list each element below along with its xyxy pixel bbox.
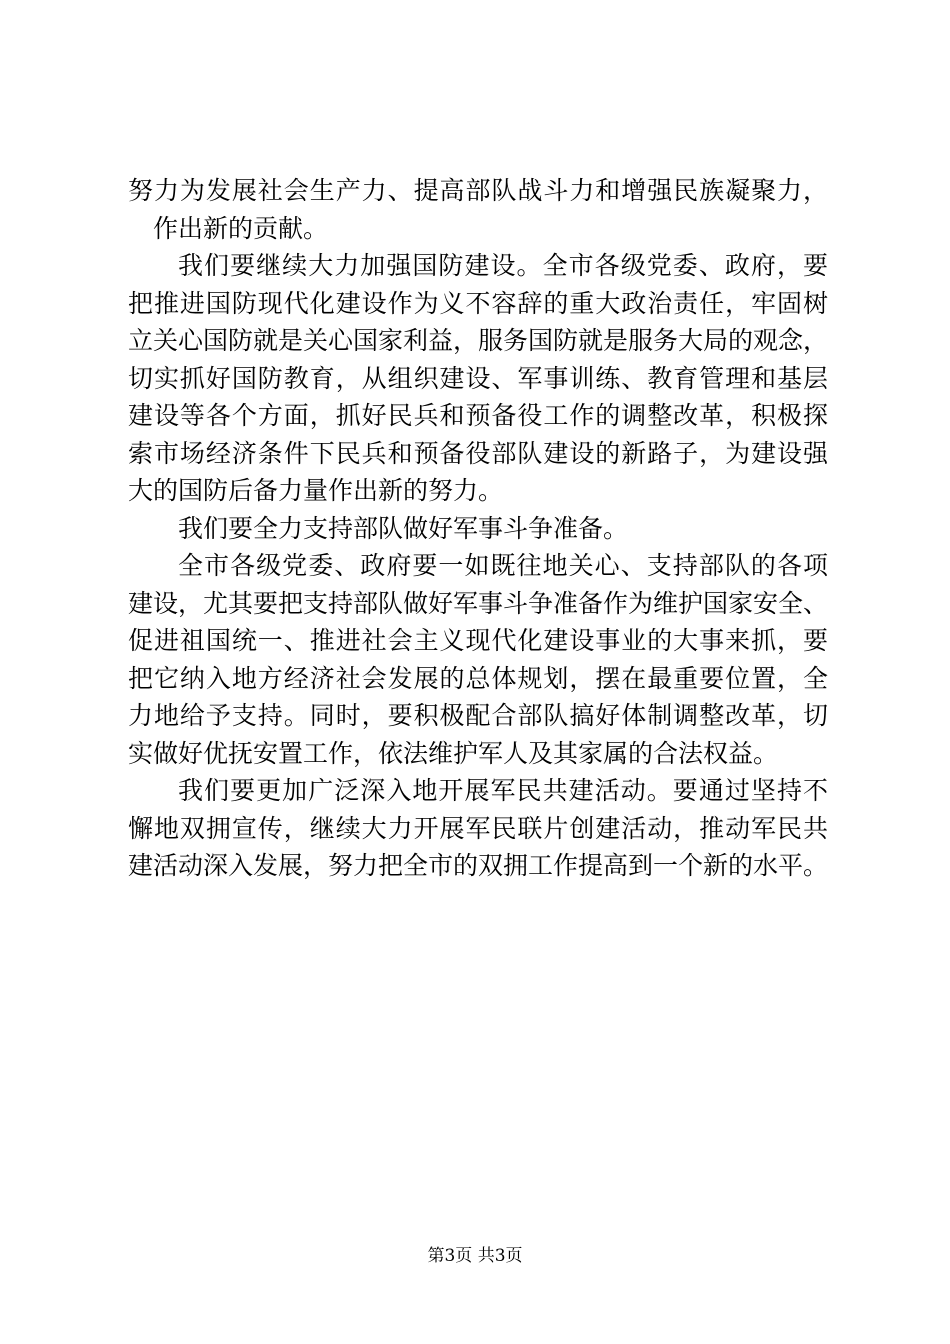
text-line: 把它纳入地方经济社会发展的总体规划，摆在最重要位置，全 — [128, 663, 828, 693]
text-line: 建活动深入发展，努力把全市的双拥工作提高到一个新的水平。 — [128, 851, 829, 880]
text-line: 懈地双拥宣传，继续大力开展军民联片创建活动，推动军民共 — [128, 813, 828, 843]
text-line: 建设等各个方面，抓好民兵和预备役工作的调整改革，积极探 — [128, 401, 828, 430]
text-line: 立关心国防就是关心国家利益，服务国防就是服务大局的观念， — [128, 326, 829, 355]
page-footer — [0, 1244, 950, 1268]
text-line: 我们要全力支持部队做好军事斗争准备。 — [178, 513, 629, 543]
text-line: 把推进国防现代化建设作为义不容辞的重大政治责任，牢固树 — [128, 288, 828, 318]
document-body — [128, 172, 828, 885]
text-line: 力地给予支持。同时，要积极配合部队搞好体制调整改革，切 — [128, 701, 828, 730]
text-line: 大的国防后备力量作出新的努力。 — [128, 476, 504, 505]
text-line: 实做好优抚安置工作，依法维护军人及其家属的合法权益。 — [128, 738, 779, 768]
text-line: 我们要继续大力加强国防建设。全市各级党委、政府，要 — [178, 251, 828, 280]
text-line: 索市场经济条件下民兵和预备役部队建设的新路子，为建设强 — [128, 438, 828, 468]
text-line: 切实抓好国防教育，从组织建设、军事训练、教育管理和基层 — [128, 363, 828, 393]
text-line: 促进祖国统一、推进社会主义现代化建设事业的大事来抓，要 — [128, 626, 828, 655]
page-number: 第3页 共3页 — [427, 1246, 523, 1266]
text-line: 我们要更加广泛深入地开展军民共建活动。要通过坚持不 — [178, 776, 828, 805]
text-line: 建设，尤其要把支持部队做好军事斗争准备作为维护国家安全、 — [128, 588, 829, 618]
text-line: 努力为发展社会生产力、提高部队战斗力和增强民族凝聚力， — [128, 176, 828, 205]
text-line: 全市各级党委、政府要一如既往地关心、支持部队的各项 — [178, 551, 828, 580]
text-line: 作出新的贡献。 — [153, 213, 329, 243]
